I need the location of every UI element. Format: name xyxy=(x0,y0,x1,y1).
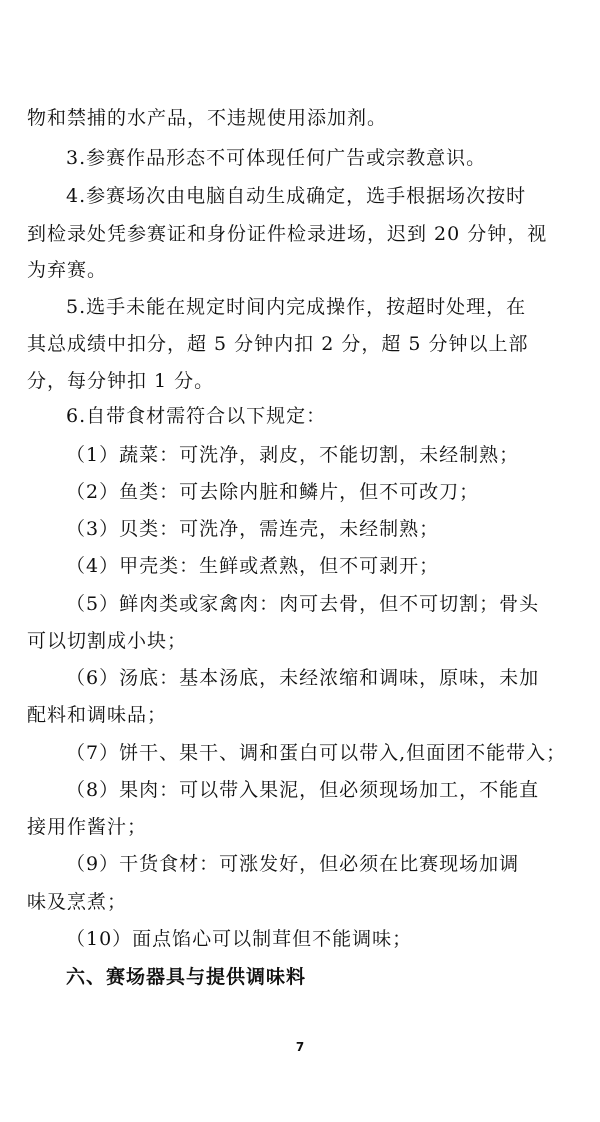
section-heading: 六、赛场器具与提供调味料 xyxy=(66,966,307,988)
page-number: 7 xyxy=(295,1040,305,1054)
text-line-2: 3.参赛作品形态不可体现任何广告或宗教意识。 xyxy=(66,147,487,169)
text-line-4: 到检录处凭参赛证和身份证件检录进场，迟到 20 分钟，视 xyxy=(27,223,548,245)
text-line-3: 4.参赛场次由电脑自动生成确定，选手根据场次按时 xyxy=(66,185,527,207)
text-line-21: （9）干货食材：可涨发好，但必须在比赛现场加调 xyxy=(66,853,520,875)
text-line-12: （3）贝类：可洗净，需连壳，未经制熟； xyxy=(66,518,440,540)
text-line-23: （10）面点馅心可以制茸但不能调味； xyxy=(66,928,413,950)
text-line-5: 为弃赛。 xyxy=(27,259,108,281)
text-line-11: （2）鱼类：可去除内脏和鳞片，但不可改刀； xyxy=(66,481,480,503)
text-line-8: 分，每分钟扣 1 分。 xyxy=(27,370,215,392)
text-line-16: （6）汤底：基本汤底，未经浓缩和调味，原味，未加 xyxy=(66,667,540,689)
text-line-9: 6.自带食材需符合以下规定： xyxy=(66,405,327,427)
text-line-17: 配料和调味品； xyxy=(27,704,168,726)
text-line-1: 物和禁捕的水产品，不违规使用添加剂。 xyxy=(27,107,388,129)
text-line-22: 味及烹煮； xyxy=(27,891,128,913)
text-line-14: （5）鲜肉类或家禽肉：肉可去骨，但不可切割；骨头 xyxy=(66,593,540,615)
text-line-7: 其总成绩中扣分，超 5 分钟内扣 2 分，超 5 分钟以上部 xyxy=(27,333,529,355)
text-line-13: （4）甲壳类：生鲜或煮熟，但不可剥开； xyxy=(66,555,440,577)
text-line-6: 5.选手未能在规定时间内完成操作，按超时处理，在 xyxy=(66,296,527,318)
text-line-15: 可以切割成小块； xyxy=(27,630,188,652)
text-line-10: （1）蔬菜：可洗净，剥皮，不能切割，未经制熟； xyxy=(66,444,520,466)
text-line-20: 接用作酱汁； xyxy=(27,816,148,838)
text-line-19: （8）果肉：可以带入果泥，但必须现场加工，不能直 xyxy=(66,779,540,801)
text-line-18: （7）饼干、果干、调和蛋白可以带入,但面团不能带入； xyxy=(66,742,567,764)
